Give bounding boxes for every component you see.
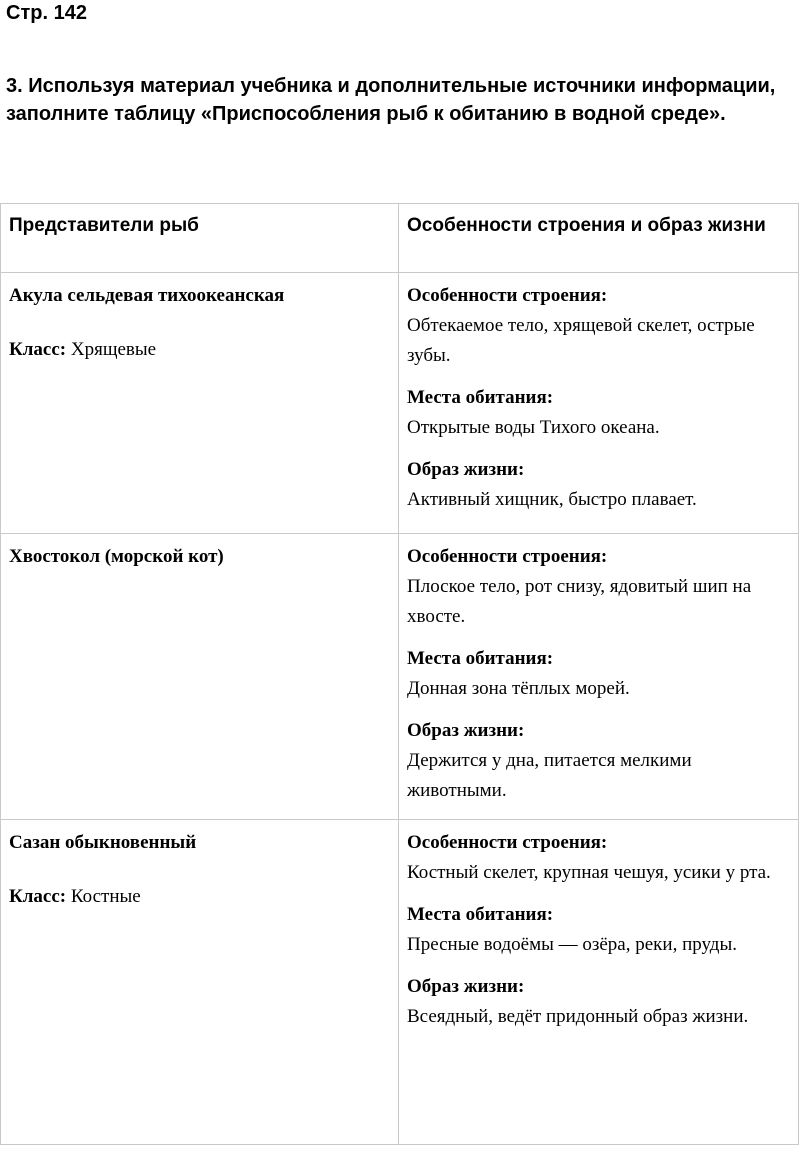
- fish-cell: [1, 820, 399, 1145]
- lifestyle-label: Образ жизни:: [407, 976, 525, 997]
- habitat-text: Пресные водоёмы — озёра, реки, пруды.: [407, 934, 737, 955]
- lifestyle-label: Образ жизни:: [407, 720, 525, 741]
- lifestyle-block: [407, 716, 791, 806]
- habitat-block: [407, 644, 791, 704]
- structure-block: [407, 542, 791, 632]
- page-reference: Стр. 142: [6, 2, 87, 24]
- features-cell: [399, 534, 799, 820]
- class-label: Класс:: [9, 886, 67, 907]
- structure-label: Особенности строения:: [407, 832, 608, 853]
- structure-text: Костный скелет, крупная чешуя, усики у рта.: [407, 862, 771, 883]
- fish-name: Хвостокол (морской кот): [9, 546, 224, 567]
- fish-name: Акула сельдевая тихоокеанская: [9, 285, 285, 306]
- fish-cell: [1, 273, 399, 534]
- structure-label: Особенности строения:: [407, 546, 608, 567]
- class-value: Костные: [66, 886, 141, 907]
- table-header-row: [1, 204, 799, 273]
- header-features: Особенности строения и образ жизни: [399, 204, 799, 273]
- lifestyle-label: Образ жизни:: [407, 459, 525, 480]
- features-cell: [399, 820, 799, 1145]
- habitat-label: Места обитания:: [407, 387, 554, 408]
- fish-name: Сазан обыкновенный: [9, 832, 197, 853]
- table-row: [1, 820, 799, 1145]
- lifestyle-text: Активный хищник, быстро плавает.: [407, 489, 697, 510]
- class-label: Класс:: [9, 339, 67, 360]
- fish-class: [9, 335, 391, 365]
- fish-adaptations-table: [0, 203, 799, 1145]
- header-representatives: Представители рыб: [1, 204, 399, 273]
- class-value: Хрящевые: [66, 339, 157, 360]
- structure-text: Плоское тело, рот снизу, ядовитый шип на хвосте.: [407, 576, 752, 627]
- structure-block: [407, 281, 791, 371]
- structure-text: Обтекаемое тело, хрящевой скелет, острые зубы.: [407, 315, 755, 366]
- features-cell: [399, 273, 799, 534]
- structure-block: [407, 828, 791, 888]
- lifestyle-block: [407, 455, 791, 515]
- structure-label: Особенности строения:: [407, 285, 608, 306]
- task-text: 3. Используя материал учебника и дополнительные источники информации, заполните таблицу «Приспособления рыб к обитанию в водной среде».: [6, 75, 776, 125]
- habitat-label: Места обитания:: [407, 648, 554, 669]
- table-row: [1, 534, 799, 820]
- habitat-label: Места обитания:: [407, 904, 554, 925]
- lifestyle-text: Всеядный, ведёт придонный образ жизни.: [407, 1006, 749, 1027]
- lifestyle-block: [407, 972, 791, 1032]
- habitat-block: [407, 900, 791, 960]
- fish-class: [9, 882, 391, 912]
- habitat-text: Донная зона тёплых морей.: [407, 678, 630, 699]
- table-row: [1, 273, 799, 534]
- habitat-text: Открытые воды Тихого океана.: [407, 417, 660, 438]
- lifestyle-text: Держится у дна, питается мелкими животными.: [407, 750, 692, 801]
- habitat-block: [407, 383, 791, 443]
- fish-cell: [1, 534, 399, 820]
